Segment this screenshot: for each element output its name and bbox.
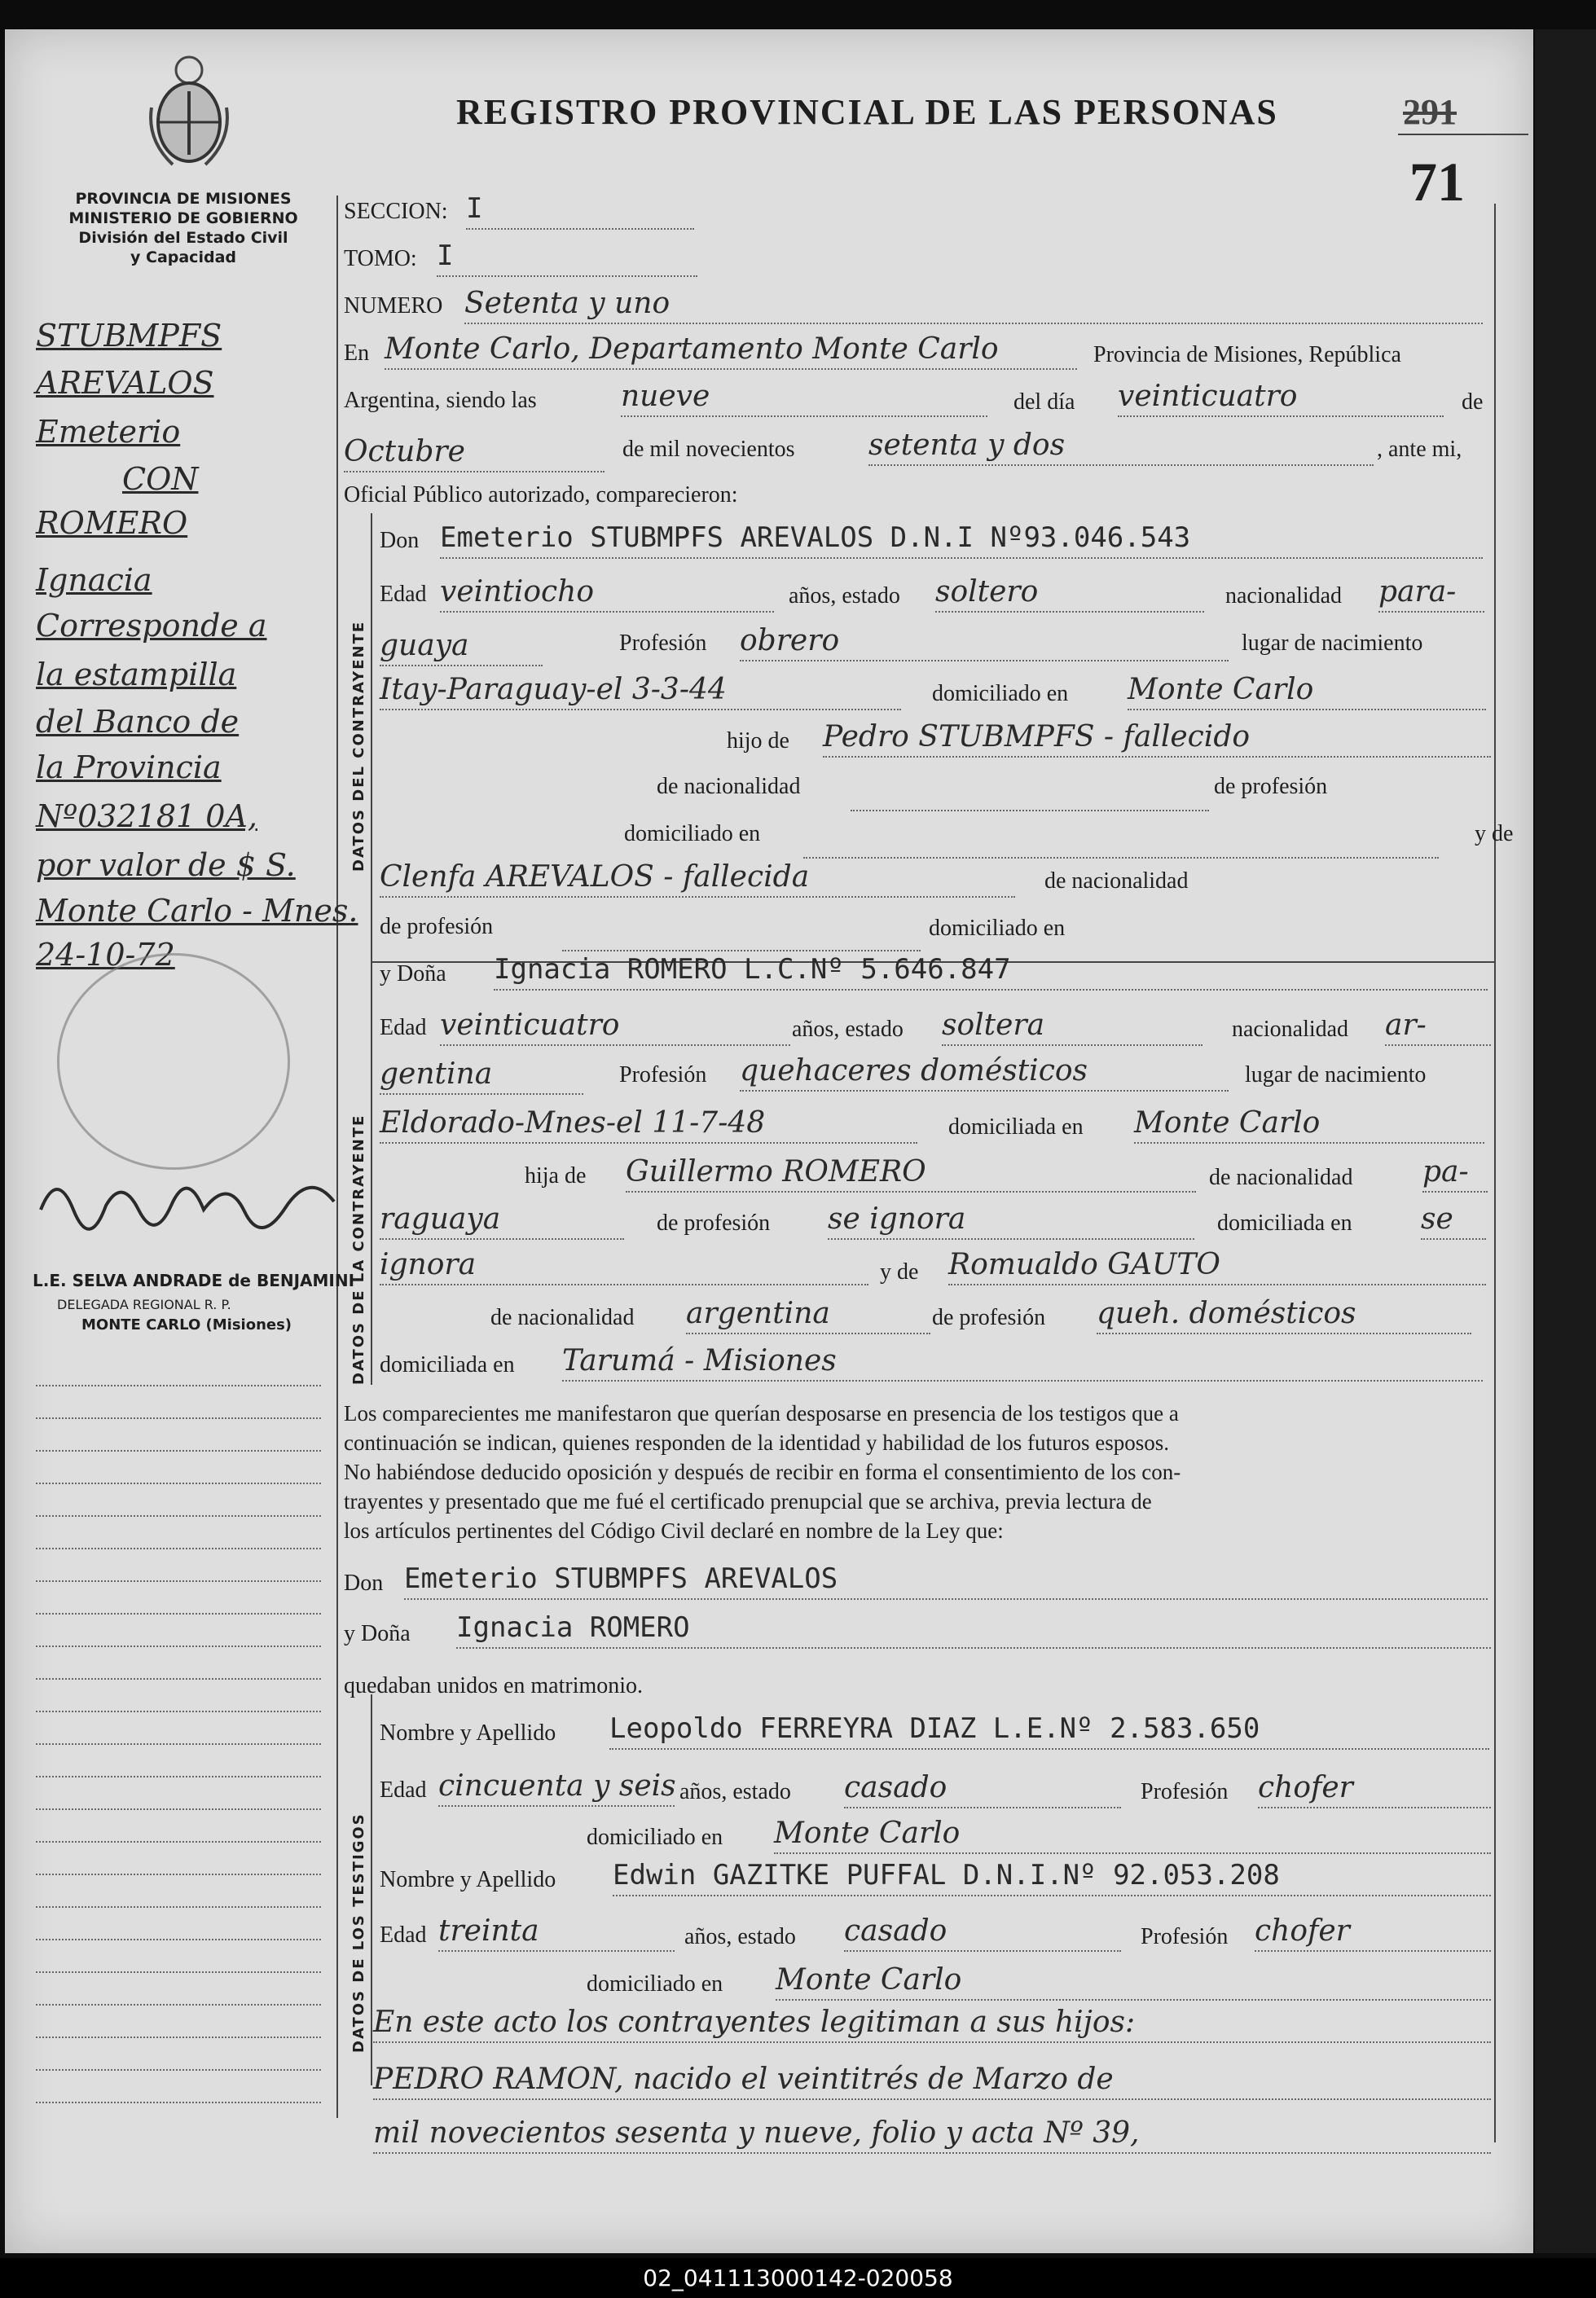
fill-line <box>373 2152 1491 2154</box>
margin-rule <box>36 1515 321 1517</box>
field-dona-padre-dom-a: se <box>1421 1202 1453 1236</box>
field-dona-nombre: Ignacia ROMERO L.C.Nº 5.646.847 <box>494 953 1011 986</box>
field-don-padre: Pedro STUBMPFS - fallecido <box>823 720 1251 754</box>
fill-line <box>385 368 1077 370</box>
margin-rule <box>36 1711 321 1712</box>
margin-rule <box>36 1808 321 1810</box>
fill-line <box>776 1999 1491 2001</box>
act-number: 71 <box>1409 151 1465 213</box>
fill-line <box>456 1647 1491 1649</box>
margin-rule <box>36 1743 321 1745</box>
fill-line <box>774 1852 1491 1854</box>
label-anos-estado: años, estado <box>792 1017 904 1042</box>
margin-note-line: Corresponde a <box>36 608 267 644</box>
margin-rule <box>36 1385 321 1386</box>
fill-line <box>851 810 1209 811</box>
fill-line <box>828 1238 1194 1240</box>
fill-line <box>844 1807 1121 1808</box>
field-t2-estado: casado <box>844 1914 947 1948</box>
fill-line <box>494 989 1488 991</box>
margin-note-line: CON <box>122 461 199 497</box>
field-tomo: I <box>437 239 454 272</box>
fill-line <box>948 1284 1486 1285</box>
field-anio: setenta y dos <box>868 428 1066 462</box>
margin-note-line: la Provincia <box>36 749 222 785</box>
label-datos-testigos: DATOS DE LOS TESTIGOS <box>350 1812 367 2053</box>
field-don-nac-a: para- <box>1378 575 1457 609</box>
margin-note-line: Nº032181 0A, <box>36 798 257 834</box>
label-de: de <box>1462 389 1484 415</box>
field-dona-final: Ignacia ROMERO <box>456 1611 690 1644</box>
label-oficial: Oficial Público autorizado, comparecieron: <box>344 482 738 507</box>
label-domiciliado-en: domiciliado en <box>587 1825 723 1850</box>
field-don-estado: soltero <box>935 575 1039 609</box>
fill-line <box>609 1748 1489 1750</box>
label-de-nacionalidad: de nacionalidad <box>657 774 801 799</box>
label-y-de: y de <box>1475 821 1514 846</box>
fill-line <box>942 1044 1202 1046</box>
registrar-stamp-title: DELEGADA REGIONAL R. P. <box>57 1297 231 1312</box>
field-don-domicilio: Monte Carlo <box>1128 673 1314 706</box>
declaration-line: trayentes y presentado que me fué el certificado prenupcial que se archiva, previa lectura de <box>344 1489 1152 1514</box>
field-t1-edad: cincuenta y seis <box>438 1769 676 1803</box>
field-dona-madre-prof: queh. domésticos <box>1097 1297 1356 1330</box>
fill-line <box>438 1950 675 1952</box>
field-t1-nombre: Leopoldo FERREYRA DIAZ L.E.Nº 2.583.650 <box>609 1712 1260 1745</box>
issuer-ministry: MINISTERIO DE GOBIERNO <box>68 209 298 227</box>
margin-rule <box>36 1776 321 1777</box>
field-don-nac-b: guaya <box>380 629 469 662</box>
field-nota3: mil novecientos sesenta y nueve, folio y acta Nº 39, <box>373 2116 1140 2150</box>
margin-divider <box>336 196 338 2118</box>
fill-line <box>562 950 921 951</box>
label-nombre-apellido: Nombre y Apellido <box>380 1867 556 1892</box>
label-domiciliado-en: domiciliado en <box>624 821 761 846</box>
field-seccion: I <box>466 192 483 225</box>
margin-note-line: del Banco de <box>36 704 240 740</box>
label-tomo: TOMO: <box>344 246 417 271</box>
fill-line <box>1255 1950 1491 1952</box>
label-nacionalidad: nacionalidad <box>1225 583 1343 609</box>
field-dona-madre-nac: argentina <box>686 1297 830 1330</box>
fill-line <box>440 557 1483 559</box>
issuer-block <box>49 189 318 267</box>
label-don: Don <box>344 1571 384 1596</box>
fill-line <box>404 1598 1488 1600</box>
label-domiciliada-en: domiciliada en <box>1217 1211 1352 1236</box>
registrar-stamp-place: MONTE CARLO (Misiones) <box>81 1316 292 1334</box>
label-profesion: Profesión <box>619 631 707 656</box>
fill-line <box>626 1191 1196 1193</box>
label-lugar-nac: lugar de nacimiento <box>1245 1062 1427 1087</box>
field-dona-padre-dom-b: ignora <box>380 1248 477 1281</box>
margin-note-line: AREVALOS <box>36 365 214 401</box>
fill-line <box>380 1142 917 1144</box>
fill-line <box>380 1238 624 1240</box>
field-don-nombre: Emeterio STUBMPFS AREVALOS D.N.I Nº93.046.543 <box>440 521 1191 554</box>
fill-line <box>868 464 1374 466</box>
margin-rule <box>36 1417 321 1419</box>
fill-line <box>466 228 694 230</box>
page-edge <box>1535 29 1596 2253</box>
fill-line <box>740 660 1229 661</box>
fill-line <box>562 1380 1483 1382</box>
fill-line <box>373 2041 1491 2043</box>
field-nota2: PEDRO RAMON, nacido el veintitrés de Marzo de <box>373 2063 1114 2096</box>
field-don-lugar-nac: Itay-Paraguay-el 3-3-44 <box>380 673 727 706</box>
label-de-nacionalidad: de nacionalidad <box>1209 1165 1353 1190</box>
label-de-profesion: de profesión <box>380 914 494 939</box>
label-profesion: Profesión <box>1141 1779 1229 1804</box>
label-seccion: SECCION: <box>344 199 448 224</box>
field-dona-profesion: quehaceres domésticos <box>740 1054 1088 1087</box>
margin-note-line: Ignacia <box>36 562 152 598</box>
label-y-de: y de <box>880 1259 919 1285</box>
margin-rule <box>36 1646 321 1647</box>
field-dia: veinticuatro <box>1118 380 1298 413</box>
struck-number: 291 <box>1403 92 1457 132</box>
fill-line <box>380 665 543 666</box>
declaration-line: No habiéndose deducido oposición y después de recibir en forma el consentimiento de los con- <box>344 1460 1181 1484</box>
label-profesion: Profesión <box>619 1062 707 1087</box>
document-title: REGISTRO PROVINCIAL DE LAS PERSONAS <box>456 92 1278 132</box>
field-dona-edad: veinticuatro <box>440 1008 620 1042</box>
margin-rule <box>36 1971 321 1973</box>
right-border <box>1494 204 1496 2142</box>
label-quedaban: quedaban unidos en matrimonio. <box>344 1673 644 1698</box>
fill-line <box>803 857 1439 859</box>
fill-line <box>440 611 774 613</box>
registrar-signature <box>33 1161 342 1242</box>
label-argentina: Argentina, siendo las <box>344 388 537 413</box>
field-dona-domicilio: Monte Carlo <box>1134 1106 1321 1140</box>
label-de-profesion: de profesión <box>932 1305 1046 1330</box>
label-domiciliado-en: domiciliado en <box>929 916 1066 941</box>
fill-line <box>344 471 605 472</box>
label-domiciliado-en: domiciliado en <box>932 681 1069 706</box>
field-don-profesion: obrero <box>740 624 840 657</box>
declaration-line: continuación se indican, quienes responden de la identidad y habilidad de los futuros esposos. <box>344 1430 1170 1455</box>
fill-line <box>740 1090 1229 1092</box>
fill-line <box>613 1895 1491 1896</box>
field-dona-padre-nac-a: pa- <box>1422 1155 1469 1189</box>
label-edad: Edad <box>380 1015 427 1040</box>
number-underline <box>1398 134 1528 135</box>
fill-line <box>438 1805 675 1807</box>
field-t1-domicilio: Monte Carlo <box>774 1817 961 1850</box>
official-seal <box>57 953 290 1170</box>
fill-line <box>1421 1238 1486 1240</box>
field-t2-domicilio: Monte Carlo <box>776 1963 962 1997</box>
fill-line <box>1385 1044 1491 1046</box>
field-dona-madre: Romualdo GAUTO <box>948 1248 1220 1281</box>
label-numero: NUMERO <box>344 293 443 319</box>
label-de-nacionalidad: de nacionalidad <box>490 1305 635 1330</box>
label-datos-contrayente-f: DATOS DE LA CONTRAYENTE <box>350 1114 367 1385</box>
margin-rule <box>36 2004 321 2006</box>
margin-rule <box>36 2069 321 2071</box>
field-don-final: Emeterio STUBMPFS AREVALOS <box>404 1562 838 1595</box>
margin-note-line: 24-10-72 <box>36 937 175 973</box>
fill-line <box>1128 709 1486 710</box>
fill-line <box>1378 611 1484 613</box>
field-dona-lugar-nac: Eldorado-Mnes-el 11-7-48 <box>380 1106 766 1140</box>
label-edad: Edad <box>380 582 427 607</box>
field-dona-estado: soltera <box>942 1008 1045 1042</box>
issuer-capacity: y Capacidad <box>130 248 236 266</box>
margin-rule <box>36 1874 321 1875</box>
label-nombre-apellido: Nombre y Apellido <box>380 1720 556 1746</box>
label-en: En <box>344 341 370 366</box>
margin-rule <box>36 2102 321 2103</box>
field-don-madre: Clenfa AREVALOS - fallecida <box>380 860 810 894</box>
field-hora: nueve <box>621 380 710 413</box>
label-hija-de: hija de <box>525 1163 587 1189</box>
fill-line <box>373 2098 1491 2100</box>
fill-line <box>380 1093 583 1095</box>
margin-rule <box>36 1906 321 1908</box>
field-nota1: En este acto los contrayentes legitiman a sus hijos: <box>373 2006 1136 2039</box>
label-datos-contrayente: DATOS DEL CONTRAYENTE <box>350 620 367 872</box>
field-t1-profesion: chofer <box>1258 1771 1353 1804</box>
margin-rule <box>36 1548 321 1549</box>
field-t1-estado: casado <box>844 1771 947 1804</box>
label-edad: Edad <box>380 1922 427 1948</box>
fill-line <box>464 323 1483 324</box>
fill-line <box>1258 1807 1491 1808</box>
margin-rule <box>36 1678 321 1680</box>
section-divider-parties <box>371 513 372 1385</box>
margin-rule <box>36 1450 321 1452</box>
label-domiciliada-en: domiciliada en <box>380 1352 515 1377</box>
field-dona-nac-b: gentina <box>380 1057 493 1091</box>
field-t2-profesion: chofer <box>1255 1914 1350 1948</box>
label-profesion: Profesión <box>1141 1924 1229 1949</box>
label-de-profesion: de profesión <box>657 1211 771 1236</box>
field-numero: Setenta y uno <box>464 287 670 320</box>
fill-line <box>1422 1191 1488 1193</box>
margin-rule <box>36 1939 321 1940</box>
image-code: 02_041113000142-020058 <box>0 2258 1596 2298</box>
fill-line <box>437 275 697 277</box>
fill-line <box>380 1284 868 1285</box>
field-dona-padre-nac-b: raguaya <box>380 1202 501 1236</box>
field-t2-nombre: Edwin GAZITKE PUFFAL D.N.I.Nº 92.053.208 <box>613 1859 1280 1892</box>
label-ante-mi: , ante mi, <box>1377 437 1462 462</box>
fill-line <box>1134 1142 1484 1144</box>
label-edad: Edad <box>380 1777 427 1803</box>
margin-rule <box>36 1483 321 1484</box>
fill-line <box>823 756 1491 758</box>
fill-line <box>440 1044 790 1046</box>
field-dona-madre-dom: Tarumá - Misiones <box>562 1344 837 1377</box>
field-dona-padre-prof: se ignora <box>828 1202 966 1236</box>
fill-line <box>621 415 987 417</box>
declaration-line: Los comparecientes me manifestaron que querían desposarse en presencia de los testigos que a <box>344 1401 1179 1426</box>
fill-line <box>380 709 901 710</box>
margin-note-line: por valor de $ S. <box>36 847 296 883</box>
fill-line <box>935 611 1204 613</box>
label-provincia: Provincia de Misiones, República <box>1093 342 1401 367</box>
margin-rule <box>36 1580 321 1582</box>
field-dona-nac-a: ar- <box>1385 1008 1427 1042</box>
label-de-mil: de mil novecientos <box>622 437 795 462</box>
label-de-profesion: de profesión <box>1214 774 1328 799</box>
field-t2-edad: treinta <box>438 1914 539 1948</box>
margin-rule <box>36 1841 321 1843</box>
label-don: Don <box>380 528 420 553</box>
issuer-province: PROVINCIA DE MISIONES <box>75 190 292 208</box>
label-anos-estado: años, estado <box>679 1779 791 1804</box>
fill-line <box>844 1950 1121 1952</box>
label-de-nacionalidad: de nacionalidad <box>1044 868 1189 894</box>
label-del-dia: del día <box>1013 389 1075 415</box>
margin-note-line: STUBMPFS <box>36 318 222 354</box>
label-domiciliada-en: domiciliada en <box>948 1114 1084 1140</box>
margin-rule <box>36 1613 321 1615</box>
fill-line <box>380 896 1015 898</box>
label-y-dona: y Doña <box>380 961 446 986</box>
label-anos-estado: años, estado <box>684 1924 796 1949</box>
label-lugar-nac: lugar de nacimiento <box>1242 631 1423 656</box>
declaration-line: los artículos pertinentes del Código Civil declaré en nombre de la Ley que: <box>344 1518 1004 1543</box>
label-nacionalidad: nacionalidad <box>1232 1017 1349 1042</box>
section-divider-witnesses <box>371 1694 372 2085</box>
issuer-division: División del Estado Civil <box>78 229 288 247</box>
fill-line <box>686 1333 930 1334</box>
label-y-dona: y Doña <box>344 1621 411 1646</box>
margin-note-line: Emeterio <box>36 414 181 450</box>
label-hijo-de: hijo de <box>727 728 789 754</box>
fill-line <box>1097 1333 1471 1334</box>
field-mes: Octubre <box>344 435 465 468</box>
field-don-edad: veintiocho <box>440 575 595 609</box>
margin-note-line: ROMERO <box>36 505 188 541</box>
fill-line <box>1118 415 1444 417</box>
label-anos-estado: años, estado <box>789 583 900 609</box>
margin-rule <box>36 2037 321 2038</box>
label-domiciliado-en: domiciliado en <box>587 1971 723 1997</box>
field-lugar: Monte Carlo, Departamento Monte Carlo <box>385 332 999 366</box>
field-dona-padre: Guillermo ROMERO <box>626 1155 926 1189</box>
margin-note-line: la estampilla <box>36 657 237 692</box>
margin-note-line: Monte Carlo - Mnes. <box>36 893 358 929</box>
coat-of-arms-emblem <box>140 51 238 173</box>
registrar-stamp-name: L.E. SELVA ANDRADE de BENJAMINI <box>33 1271 355 1290</box>
